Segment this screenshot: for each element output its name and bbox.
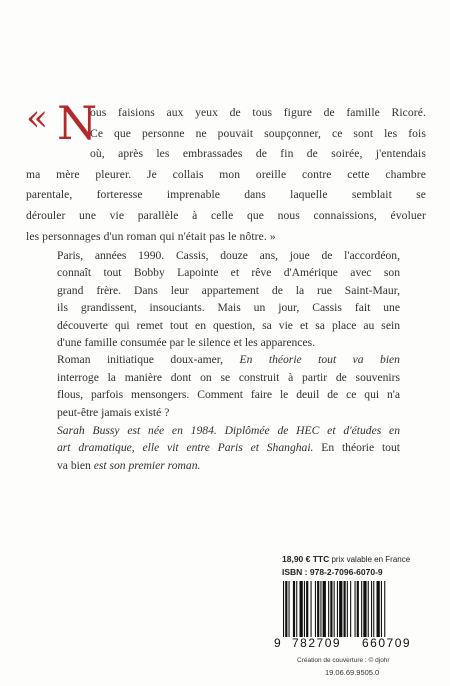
barcode-bar <box>311 581 312 637</box>
barcode-bar <box>330 581 332 637</box>
barcode-bar <box>289 581 290 637</box>
summary-line <box>57 351 400 368</box>
barcode-bar <box>320 581 321 637</box>
barcode-bar <box>328 581 329 637</box>
bio-text: art dramatique, elle vit entre Paris et Shanghai. <box>57 441 314 455</box>
drop-cap-letter: N <box>57 96 98 150</box>
barcode-bar <box>339 581 342 637</box>
barcode-bar <box>355 581 356 637</box>
bio-title: En théorie tout <box>313 441 400 455</box>
barcode-bar <box>377 581 380 637</box>
barcode-digits-left: 782709 <box>292 636 342 650</box>
summary-line: connaît tout Bobby Lapointe et rêve d'Amérique avec son <box>57 266 400 280</box>
summary-line: grand frère. Dans leur appartement de la rue Saint-Maur, <box>57 283 400 297</box>
back-cover-quote <box>26 96 426 247</box>
book-title: En théorie tout va bien <box>239 353 400 367</box>
barcode-bar <box>371 581 372 637</box>
quote-line: dérouler une vie parallèle à celle que nous connaissions, évoluer <box>26 208 426 222</box>
summary-line: peut-être jamais existé ? <box>57 405 170 419</box>
cover-credit: Création de couverture : © djohr <box>297 657 390 664</box>
barcode-bar <box>315 581 316 637</box>
barcode-bar <box>344 581 346 637</box>
bio-line <box>57 457 400 474</box>
barcode-bar <box>306 581 308 637</box>
barcode-digit-lead: 9 <box>274 636 281 650</box>
quote-line: ma mère pleurer. Je collais mon oreille contre cette chambre <box>26 167 426 181</box>
barcode-bar <box>357 581 359 637</box>
summary-line: interroge la manière dont on se construit à partir de souvenirs <box>57 370 400 384</box>
bio-title: va bien <box>57 458 91 472</box>
barcode <box>283 581 433 637</box>
price-note: prix valable en France <box>331 555 411 564</box>
barcode-bar <box>300 581 303 637</box>
barcode-bar <box>296 581 297 637</box>
quote-line: ous faisions aux yeux de tous figure de famille Ricoré. <box>90 106 426 119</box>
summary-line: ils grandissent, insouciants. Mais un jour, Cassis fait une <box>57 301 400 315</box>
barcode-bar <box>304 581 305 637</box>
barcode-bar <box>347 581 348 637</box>
barcode-bar <box>361 581 362 637</box>
barcode-bar <box>323 581 326 637</box>
quote-line: où, après les embrassades de fin de soirée, j'entendais <box>90 147 426 161</box>
opening-quote-mark: « <box>26 98 49 139</box>
barcode-bar <box>285 581 287 637</box>
quote-line: les personnages d'un roman qui n'était pas le nôtre. » <box>26 229 276 243</box>
summary-paragraph <box>57 247 400 421</box>
isbn-label: ISBN : 978-2-7096-6070-9 <box>282 567 383 577</box>
barcode-bar <box>384 581 385 637</box>
quote-line: Ce que personne ne pouvait soupçonner, ce sont les fois <box>90 126 426 140</box>
barcode-bar <box>337 581 338 637</box>
barcode-bar <box>373 581 374 637</box>
barcode-bar <box>317 581 319 637</box>
summary-line: découverte qui remet tout en question, sa vie et sa place au sein <box>57 318 400 332</box>
barcode-digits-right: 660709 <box>362 636 412 650</box>
bio-line: Sarah Bussy est née en 1984. Diplômée de HEC et d'études en <box>57 424 400 437</box>
product-code: 19.06.69.9505.0 <box>325 668 380 677</box>
barcode-bar <box>293 581 295 637</box>
barcode-bar <box>334 581 335 637</box>
price-value: 18,90 € TTC <box>282 554 330 564</box>
price-label <box>282 554 450 564</box>
bio-text: est son premier roman. <box>90 458 201 472</box>
summary-line: flous, parfois mensongers. Comment faire le deuil de ce qui n'a <box>57 388 400 402</box>
summary-line: d'une famille consumée par le silence et les apparences. <box>57 336 316 350</box>
barcode-bar <box>363 581 366 637</box>
barcode-bar <box>368 581 369 637</box>
barcode-bar <box>381 581 382 637</box>
barcode-bar <box>283 581 284 637</box>
barcode-bar <box>350 581 351 637</box>
author-bio <box>57 422 400 474</box>
quote-line: parentale, forteresse imprenable dans laquelle semblait se <box>26 188 426 202</box>
summary-text: Roman initiatique doux-amer, <box>57 353 240 367</box>
bio-line <box>57 439 400 456</box>
summary-line: Paris, années 1990. Cassis, douze ans, joue de l'accordéon, <box>57 249 400 262</box>
